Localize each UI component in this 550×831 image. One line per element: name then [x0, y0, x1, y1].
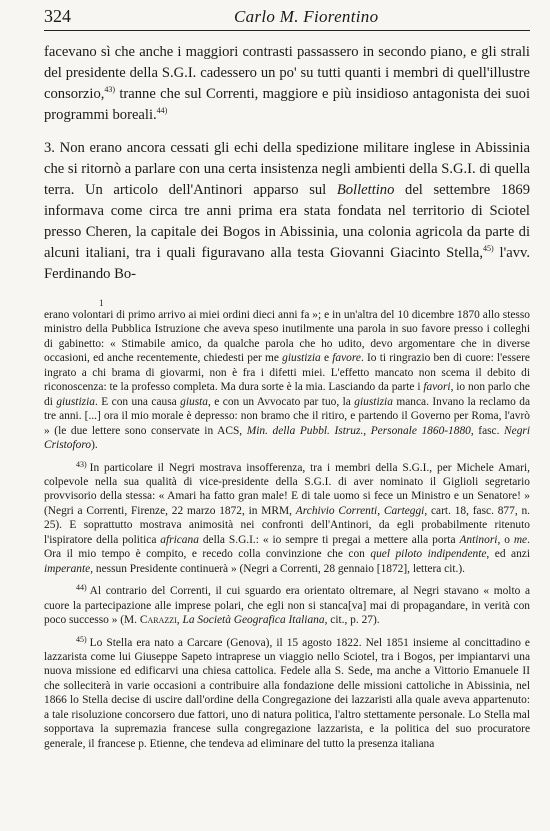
footnote-number: 44): [76, 583, 87, 593]
paragraph-continuation: facevano sì che anche i maggiori contrasti passassero in secondo piano, e gli strali del presidente della S.G.I. cadessero un po' su tutti quanti i membri di quell'illustre consorzio,$^{43)}$ tranne che sul Correnti, maggiore e più insidioso antagonista dei suoi programmi boreali.$^{44)}$: [44, 44, 530, 123]
page-number: 324: [44, 6, 71, 26]
footnote-43: $^{43)}$ In particolare il Negri mostrava insofferenza, tra i membri della S.G.I., per Michele Amari, colpevole nella sua qualità di vice-presidente della S.G.I. di aver nominato il Giglioli segretario provvisorio della stessa: « Amari ha fatto gran male! E di tale uomo si fece un Ministro e un Senatore! » (Negri a Correnti, Firenze, 22 marzo 1872, in MRM, Archivio Correnti, Carteggi, cart. 18, fasc. 877, n. 25). E soprattutto mostrava animosità nei confronti dell'Antinori, da egli probabilmente ritenuto l'ispiratore della politica africana della S.G.I.: « io sempre ti pregai a mettere alla porta Antinori, o me. Ora il mio tempo è compito, e recedo colla convinzione che con quel piloto indipendente, ed anzi imperante, nessun Presidente continuerà » (Negri a Correnti, 28 gennaio [1872], lettera cit.).: [44, 459, 531, 575]
running-header: [44, 6, 530, 31]
paragraph-section-3: 3. Non erano ancora cessati gli echi della spedizione militare inglese in Abissinia che si ritornò a parlare con una certa insistenza negli ambienti della S.G.I. di quella terra. Un articolo dell'Antinori apparso sul Bollettino del settembre 1869 informava come circa tre anni prima era stata fondata nel territorio di Sciotel presso Cheren, la capitale dei Bogos in Abissinia, una colonia agricola da parte di alcuni italiani, tra i quali figuravano alla testa Giovanni Giacinto Stella,$^{45)}$ l'avv. Ferdinando Bo-: [44, 140, 530, 282]
footnote-number: 45): [76, 634, 87, 644]
running-head-author: Carlo M. Fiorentino: [234, 7, 379, 26]
footnote-ref-44: 44): [156, 106, 168, 115]
footnote-continuation: erano volontari di primo arrivo ai miei ordini dieci anni fa »; e in un'altra del 10 dicembre 1870 allo stesso ministro della Pubblica Istruzione che aveva speso inutilmente una parola in suo favore presso i colleghi di gabinetto: « Stimabile amico, da qualche parola che ho udito, devo argomentare che in diverse occasioni, ed anche recentemente, chiedesti per me giustizia e favore. Io ti ringrazio ben di cuore: l'essere ingrato a chi brama di giovarmi, non è fra i difetti miei. L'effetto mancato non scema il debito di riconoscenza: te la professo completa. Ma dura sorte è la mia. Lasciando da parte i favori, io non parlo che di giustizia. E con una causa giusta, e con un Avvocato par tuo, la giustizia manca. Invano la reclamo da tre anni. [...] ora il mio morale è depresso: non bramo che il ritiro, e partendo il Governo per Roma, l'avrò » (le due lettere sono conservate in ACS, Min. della Pubbl. Istruz., Personale 1860-1880, fasc. Negri Cristoforo).: [44, 309, 530, 452]
footnote-ref-43: 43): [104, 85, 116, 94]
main-text: [44, 42, 530, 285]
footnote-45: $^{45)}$ Lo Stella era nato a Carcare (Genova), il 15 agosto 1822. Nel 1851 insieme al concittadino e lazzarista come lui Giuseppe Sapeto intraprese un viaggio nello Sciotel, tra i Bogos, per impiantarvi una nuova missione ed edificarvi una chiesa cattolica. Fedele alla S. Sede, ma anche a Vittorio Emanuele II che solleciterà in varie occasioni a contribuire alla fondazione delle missioni cattoliche in Abissinia, nel 1866 lo Stella decise di uscire dall'ordine della Congregazione dei lazzaristi alla quale aveva appartenuto: a tale risoluzione concorsero due fattori, uno di natura politica, l'altro stettamente personale. Lo Stella mal sopportava la supremazia francese sulla congregazione lazzarista, e la politica del suo procuratore generale, il francese p. Etienne, che tendeva ad eliminare del tutto la presenza italiana: [44, 634, 530, 750]
continuation-mark: 1: [99, 298, 104, 308]
footnote-number: 43): [76, 459, 87, 469]
footnote-ref-45: 45): [483, 244, 494, 253]
footnote-44: $^{44)}$ Al contrario del Correnti, il cui sguardo era orientato oltremare, al Negri stavano « molto a cuore la partecipazione alle imprese polari, che egli non si stanca[va] mai di propagandare, in verità con poco successo » (M. Carazzi, La Società Geografica Italiana, cit., p. 27).: [44, 583, 530, 627]
footnotes: [44, 298, 530, 751]
